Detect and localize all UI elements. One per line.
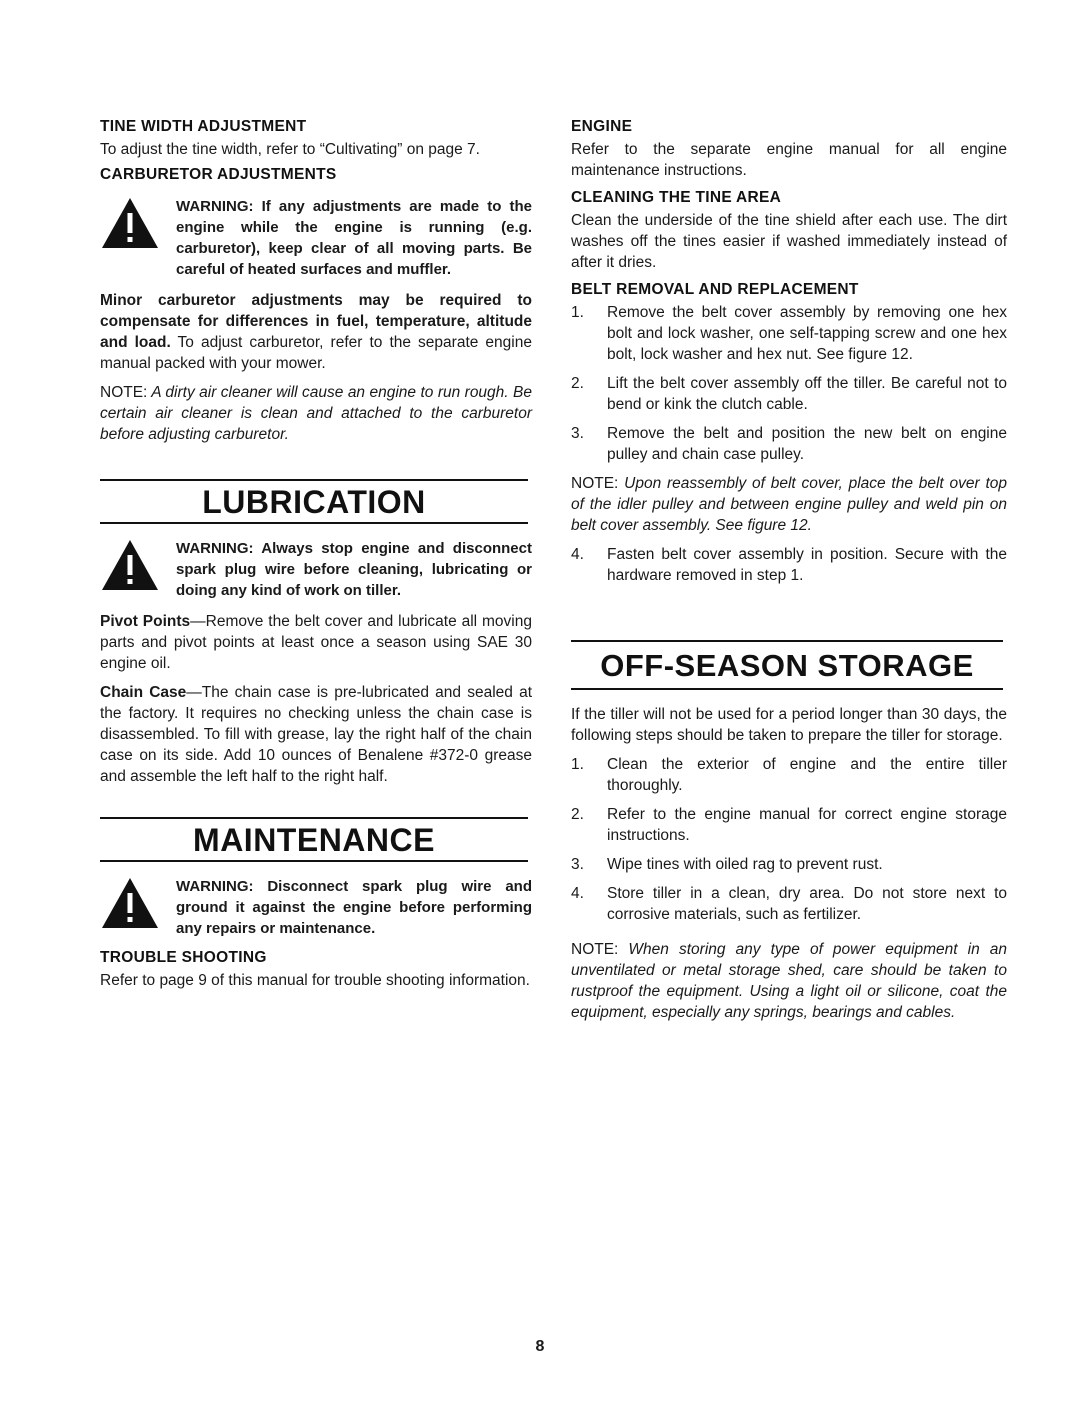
- storage-title: OFF-SEASON STORAGE: [600, 648, 974, 683]
- list-item: [571, 302, 1007, 365]
- carburetor-paragraph-bold: Minor carburetor adjustments may be required to compensate for differences in fuel, temperature, altitude and load.: [100, 292, 532, 351]
- carburetor-heading: CARBURETOR ADJUSTMENTS: [100, 166, 337, 183]
- carburetor-paragraph-rest: To adjust carburetor, refer to the separate engine manual packed with your mower.: [100, 334, 532, 372]
- note-label: NOTE:: [100, 384, 148, 401]
- note-label: NOTE:: [571, 941, 619, 958]
- step-number: 2.: [571, 375, 584, 392]
- step-text: Remove the belt cover assembly by removing one hex bolt and lock washer, one self-tapping screw and one hex bolt, lock washer and hex nut. See figure 12.: [607, 304, 1007, 363]
- step-number: 4.: [571, 885, 584, 902]
- storage-note-text: When storing any type of power equipment in an unventilated or metal storage shed, care should be taken to rustproof the equipment. Using a light oil or silicone, coat the equipment, especially any springs, bearings and cables.: [571, 941, 1007, 1021]
- step-text: Clean the exterior of engine and the entire tiller thoroughly.: [607, 756, 1007, 794]
- step-text: Remove the belt and position the new belt on engine pulley and chain case pulley.: [607, 425, 1007, 463]
- belt-note: [571, 473, 1007, 536]
- step-number: 3.: [571, 425, 584, 442]
- carburetor-paragraph: [100, 290, 532, 374]
- banner-rule-bottom: [100, 522, 528, 524]
- step-text: Wipe tines with oiled rag to prevent rust.: [607, 856, 883, 873]
- trouble-shooting-text: Refer to page 9 of this manual for trouble shooting information.: [100, 972, 530, 989]
- list-item: [571, 754, 1007, 796]
- page-number: 8: [535, 1338, 545, 1355]
- cleaning-heading: CLEANING THE TINE AREA: [571, 189, 782, 206]
- step-text: Refer to the engine manual for correct engine storage instructions.: [607, 806, 1007, 844]
- carburetor-note: [100, 382, 532, 445]
- step-number: 1.: [571, 304, 584, 321]
- carburetor-warning-text: WARNING: If any adjustments are made to the engine while the engine is running (e.g. carburetor), keep clear of all moving parts. Be careful of heated surfaces and muffler.: [176, 198, 532, 278]
- maintenance-banner: [100, 817, 528, 862]
- warning-triangle-icon: [100, 196, 176, 255]
- pivot-points-label: Pivot Points: [100, 613, 191, 630]
- belt-heading: BELT REMOVAL AND REPLACEMENT: [571, 281, 859, 298]
- right-column: [571, 118, 1007, 1031]
- carburetor-note-text: A dirty air cleaner will cause an engine to run rough. Be certain air cleaner is clean and attached to the carburetor before adjusting carburetor.: [100, 384, 532, 443]
- belt-step-4: [571, 544, 1007, 586]
- storage-intro: If the tiller will not be used for a period longer than 30 days, the following steps should be taken to prepare the tiller for storage.: [571, 706, 1007, 744]
- step-number: 4.: [571, 546, 584, 563]
- pivot-points-text: —Remove the belt cover and lubricate all moving parts and pivot points at least once a season using SAE 30 engine oil.: [100, 613, 532, 672]
- list-item: [571, 804, 1007, 846]
- warning-triangle-icon: [100, 876, 176, 935]
- belt-note-text: Upon reassembly of belt cover, place the belt over top of the idler pulley and between engine pulley and weld pin on belt cover assembly. See figure 12.: [571, 475, 1007, 534]
- engine-heading: ENGINE: [571, 118, 633, 135]
- list-item: [571, 423, 1007, 465]
- warning-triangle-icon: [100, 538, 176, 597]
- maintenance-warning-text: WARNING: Disconnect spark plug wire and ground it against the engine before performing any repairs or maintenance.: [176, 878, 532, 937]
- banner-rule-bottom: [100, 860, 528, 862]
- maintenance-title: MAINTENANCE: [193, 822, 435, 858]
- lubrication-title: LUBRICATION: [202, 484, 426, 520]
- belt-steps: [571, 302, 1007, 465]
- chain-case-text: —The chain case is pre-lubricated and sealed at the factory. It requires no checking unless the chain case is disassembled. To fill with grease, lay the right half of the chain case on its side. Add 10 ounces of Benalene #372-0 grease and assemble the left half to the right half.: [100, 684, 532, 785]
- step-number: 2.: [571, 806, 584, 823]
- step-text: Fasten belt cover assembly in position. Secure with the hardware removed in step 1.: [607, 546, 1007, 584]
- step-text: Lift the belt cover assembly off the tiller. Be careful not to bend or kink the clutch cable.: [607, 375, 1007, 413]
- maintenance-warning: [100, 876, 532, 939]
- lubrication-warning-text: WARNING: Always stop engine and disconnect spark plug wire before cleaning, lubricating or doing any kind of work on tiller.: [176, 540, 532, 599]
- storage-note: [571, 939, 1007, 1023]
- lubrication-banner: [100, 479, 528, 524]
- pivot-points-paragraph: [100, 611, 532, 674]
- chain-case-label: Chain Case: [100, 684, 187, 701]
- lubrication-warning: [100, 538, 532, 601]
- tine-width-text: To adjust the tine width, refer to “Cultivating” on page 7.: [100, 141, 480, 158]
- step-text: Store tiller in a clean, dry area. Do not store next to corrosive materials, such as fertilizer.: [607, 885, 1007, 923]
- list-item: [571, 883, 1007, 925]
- list-item: [571, 544, 1007, 586]
- chain-case-paragraph: [100, 682, 532, 787]
- cleaning-text: Clean the underside of the tine shield after each use. The dirt washes off the tines easier if washed immediately instead of after it dries.: [571, 212, 1007, 271]
- list-item: [571, 373, 1007, 415]
- tine-width-heading: TINE WIDTH ADJUSTMENT: [100, 118, 307, 135]
- note-label: NOTE:: [571, 475, 619, 492]
- trouble-shooting-heading: TROUBLE SHOOTING: [100, 949, 267, 966]
- step-number: 1.: [571, 756, 584, 773]
- list-item: [571, 854, 1007, 875]
- storage-banner: [571, 640, 1003, 690]
- carburetor-warning: [100, 196, 532, 280]
- engine-text: Refer to the separate engine manual for all engine maintenance instructions.: [571, 141, 1007, 179]
- banner-rule-bottom: [571, 688, 1003, 690]
- left-column: [100, 118, 532, 999]
- step-number: 3.: [571, 856, 584, 873]
- storage-steps: [571, 754, 1007, 925]
